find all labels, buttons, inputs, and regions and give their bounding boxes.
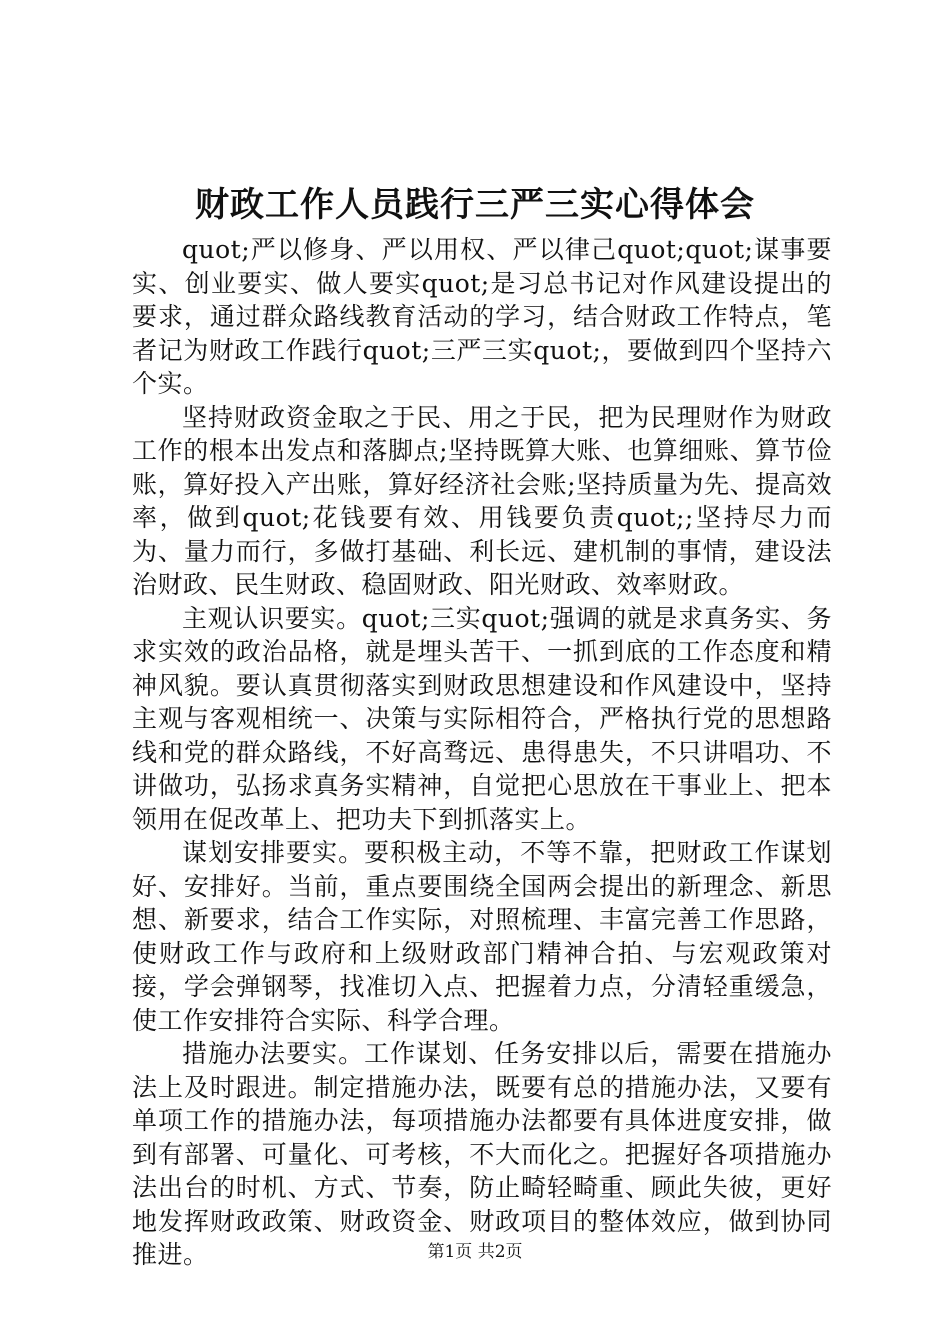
- document-title: 财政工作人员践行三严三实心得体会: [195, 185, 755, 225]
- paragraph-5: 措施办法要实。工作谋划、任务安排以后，需要在措施办法上及时跟进。制定措施办法，既要有总的措施办法，又要有单项工作的措施办法，每项措施办法都要有具体进度安排，做到有部署、可量化、可考核，不大而化之。把握好各项措施办法出台的时机、方式、节奏，防止畸轻畸重、顾此失彼，更好地发挥财政政策、财政资金、财政项目的整体效应，做到协同推进。: [132, 1039, 832, 1269]
- document-body: [132, 233, 832, 1272]
- paragraph-1: quot;严以修身、严以用权、严以律己quot;quot;谋事要实、创业要实、做人要实quot;是习总书记对作风建设提出的要求，通过群众路线教育活动的学习，结合财政工作特点，笔者记为财政工作践行quot;三严三实quot;，要做到四个坚持六个实。: [132, 235, 832, 398]
- paragraph-2: 坚持财政资金取之于民、用之于民，把为民理财作为财政工作的根本出发点和落脚点;坚持既算大账、也算细账、算节俭账，算好投入产出账，算好经济社会账;坚持质量为先、提高效率，做到quot;花钱要有效、用钱要负责quot;;坚持尽力而为、量力而行，多做打基础、利长远、建机制的事情，建设法治财政、民生财政、稳固财政、阳光财政、效率财政。: [132, 402, 832, 599]
- page-number-footer: 第1页 共2页: [427, 1242, 523, 1262]
- paragraph-4: 谋划安排要实。要积极主动，不等不靠，把财政工作谋划好、安排好。当前，重点要围绕全国两会提出的新理念、新思想、新要求，结合工作实际，对照梳理、丰富完善工作思路，使财政工作与政府和上级财政部门精神合拍、与宏观政策对接，学会弹钢琴，找准切入点、把握着力点，分清轻重缓急，使工作安排符合实际、科学合理。: [132, 838, 832, 1035]
- paragraph-3: 主观认识要实。quot;三实quot;强调的就是求真务实、务求实效的政治品格，就是埋头苦干、一抓到底的工作态度和精神风貌。要认真贯彻落实到财政思想建设和作风建设中，坚持主观与客观相统一、决策与实际相符合，严格执行党的思想路线和党的群众路线，不好高骛远、患得患失，不只讲唱功、不讲做功，弘扬求真务实精神，自觉把心思放在干事业上、把本领用在促改革上、把功夫下到抓落实上。: [132, 603, 832, 834]
